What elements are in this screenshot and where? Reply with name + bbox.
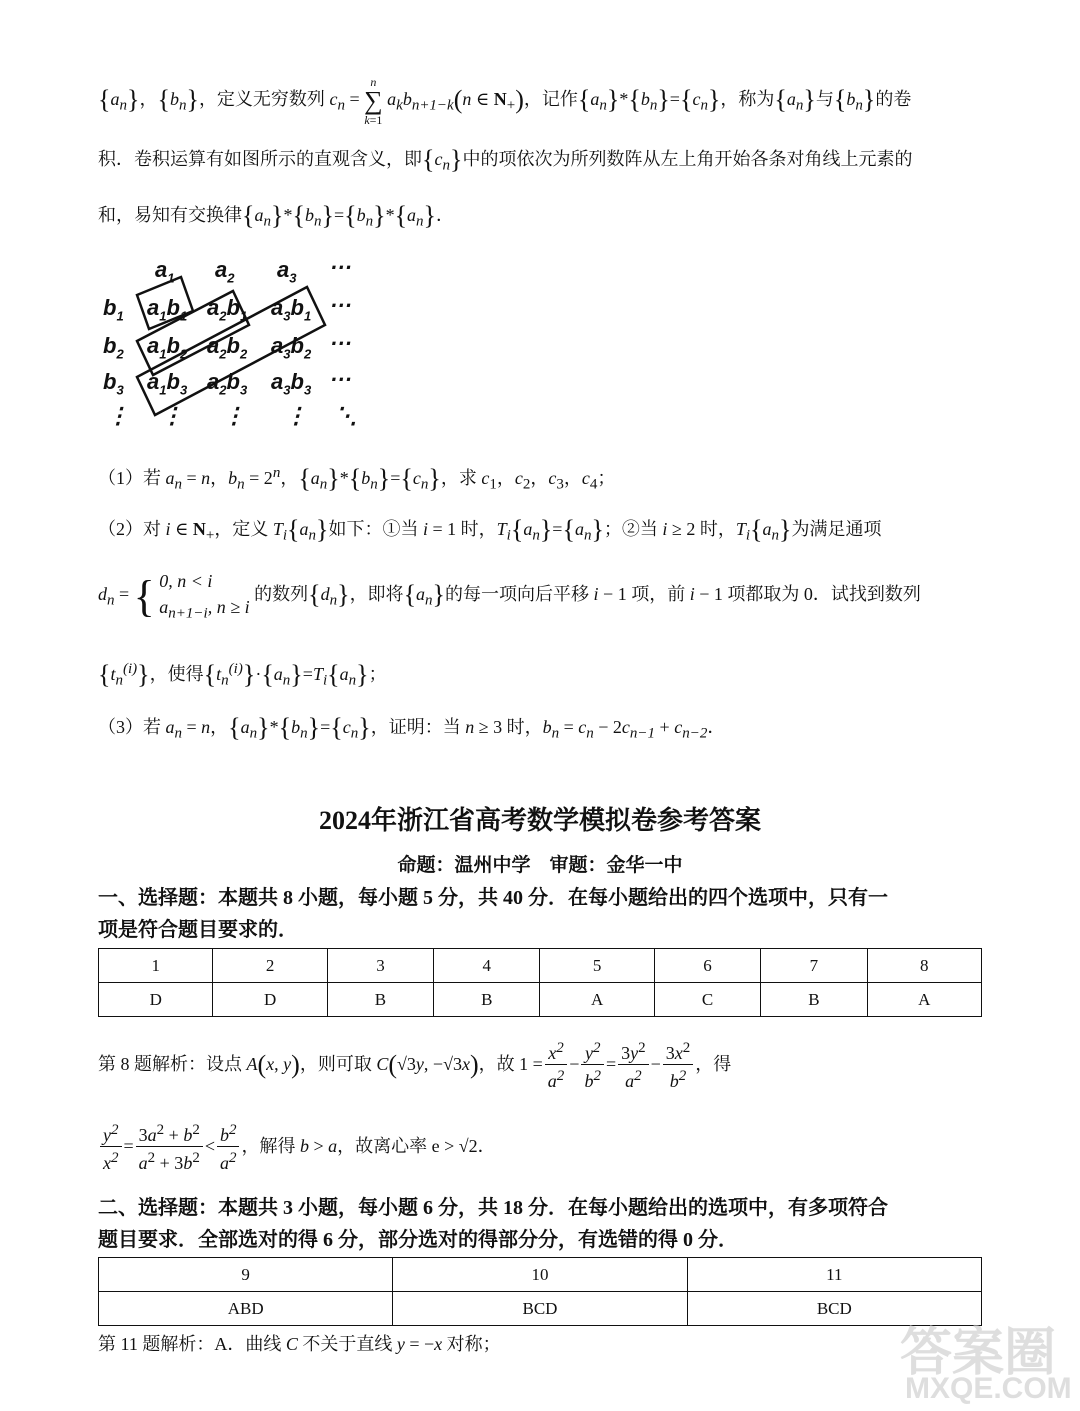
row-label-b2: $b_2$ <box>103 333 124 362</box>
section-2-line-2: 题目要求．全部选对的得 6 分，部分选对的得部分分，有选错的得 0 分． <box>98 1229 738 1251</box>
t1-h3: 3 <box>327 949 433 983</box>
question-2-line-3: $\{t_n^{(i)}\}$，使得$\{t_n^{(i)}\}\cdot\{a_n\}=T_i\{a_n\}$； <box>98 660 387 689</box>
t2-h2: 10 <box>393 1258 687 1292</box>
answer-table-1-header-row <box>99 949 982 983</box>
t1-h5: 5 <box>540 949 654 983</box>
q11-analysis: 第 11 题解析：A．曲线 C 不关于直线 y = −x 对称； <box>98 1334 501 1354</box>
t2-h1: 9 <box>99 1258 393 1292</box>
cell-a1b2: $a_1b_2$ <box>147 333 188 362</box>
cell-a3b1: $a_3b_1$ <box>271 295 312 324</box>
answer-table-1 <box>98 948 982 1017</box>
vdots-col3: ⋮ <box>285 403 307 428</box>
intro-line-1: $\{a_n\}$，$\{b_n\}$，定义无穷数列 $c_n = n$ ∑ k=1 $a_kb_{n+1-k}(n$ ∈ $N_+$)，记作$\{a_n\}*\{b_n\}=\{c_n\}$，称为$\{a_n\}$与$\{b_n\}$的卷 <box>98 75 912 127</box>
answer-title: 2024年浙江省高考数学模拟卷参考答案 <box>318 806 761 835</box>
t1-h6: 6 <box>654 949 760 983</box>
answer-table-2 <box>98 1257 982 1326</box>
answer-table-1-value-row <box>99 983 982 1017</box>
t2-v2: BCD <box>393 1292 687 1326</box>
t2-v3: BCD <box>687 1292 981 1326</box>
ddots: ⋱ <box>335 403 357 428</box>
vdots-col2: ⋮ <box>223 403 245 428</box>
cell-a3b2: $a_3b_2$ <box>271 333 312 362</box>
cell-a2b1: $a_2b_1$ <box>207 295 248 324</box>
t1-v2: D <box>213 983 327 1017</box>
cell-a2b2: $a_2b_2$ <box>207 333 248 362</box>
convolution-grid-figure <box>95 255 375 440</box>
t1-v1: D <box>99 983 213 1017</box>
row-label-b1: $b_1$ <box>103 295 124 324</box>
col-header-dots: ··· <box>330 255 352 280</box>
cell-a1b1: $a_1b_1$ <box>147 295 188 324</box>
question-2-line-1: （2）对 i ∈ $N_+$，定义 $T_i\{a_n\}$如下：①当 i = 1 时，$T_i\{a_n\}=\{a_n\}$；②当 i ≥ 2 时，$T_i\{a_n\}$为满足通项 <box>98 515 882 544</box>
case-1: 0, n < i <box>159 571 213 591</box>
watermark-url: MXQE.COM <box>905 1372 1072 1405</box>
watermark-logo: 答案圈 <box>900 1324 1057 1382</box>
intro-line-2: 积．卷积运算有如图所示的直观含义，即$\{c_n\}$中的项依次为所列数阵从左上角开始各条对角线上元素的 <box>98 145 913 174</box>
t1-h1: 1 <box>99 949 213 983</box>
answer-table-2-value-row <box>99 1292 982 1326</box>
t1-v8: A <box>867 983 981 1017</box>
section-1-line-2: 项是符合题目要求的． <box>98 919 298 941</box>
intro-line-3: 和，易知有交换律$\{a_n\}*\{b_n\}=\{b_n\}*\{a_n\}$． <box>98 201 455 230</box>
col-header-a3: $a_3$ <box>277 257 297 286</box>
question-2-line-2: $d_n$ = { 0, n < i $a_{n+1-i}$, n ≥ i 的数列$\{d_n\}$，即将$\{a_n\}$的每一项向后平移 i − 1 项，前 i − 1 项都取为 0．试找到数列 <box>98 571 921 622</box>
cell-a3b3: $a_3b_3$ <box>271 369 312 398</box>
col-header-a1: $a_1$ <box>155 257 175 286</box>
t1-h7: 7 <box>761 949 867 983</box>
t1-h2: 2 <box>213 949 327 983</box>
answer-table-2-header-row <box>99 1258 982 1292</box>
question-3: （3）若 $a_n = n$，$\{a_n\}*\{b_n\}=\{c_n\}$，证明：当 n ≥ 3 时，$b_n = c_n - 2c_{n-1} + c_{n-2}$． <box>98 713 726 742</box>
t1-v6: C <box>654 983 760 1017</box>
answer-subtitle: 命题：温州中学 审题：金华一中 <box>397 855 683 876</box>
t1-v5: A <box>540 983 654 1017</box>
q8-analysis-line-1: 第 8 题解析：设点 A(x, y)，则可取 C(√3y, −√3x)，故 1 = $\frac{x^2}{a^2}$ − $\frac{y^2}{b^2}$ = $\frac{3y^2}{a^2}$ − $\frac{3x^2}{b^2}$ ，得 <box>98 1036 731 1092</box>
t1-h4: 4 <box>434 949 540 983</box>
question-1: （1）若 $a_n = n$，$b_n = 2^n$，$\{a_n\}*\{b_n\}=\{c_n\}$，求 $c_1$，$c_2$，$c_3$，$c_4$； <box>98 464 616 493</box>
cell-a1b3: $a_1b_3$ <box>147 369 188 398</box>
q8-analysis-line-2: $\frac{y^2}{x^2}$ = $\frac{3a^2 + b^2}{a^2 + 3b^2}$ < $\frac{b^2}{a^2}$ ，解得 b > a，故离心率 e > √2． <box>98 1118 496 1174</box>
vdots-col0: ⋮ <box>107 403 129 428</box>
row-label-b3: $b_3$ <box>103 369 124 398</box>
section-1-line-1: 一、选择题：本题共 8 小题，每小题 5 分，共 40 分．在每小题给出的四个选项中，只有一 <box>98 887 888 909</box>
t1-v7: B <box>761 983 867 1017</box>
t1-v3: B <box>327 983 433 1017</box>
vdots-col1: ⋮ <box>161 403 183 428</box>
t1-v4: B <box>434 983 540 1017</box>
row3-dots: ··· <box>330 367 352 392</box>
row2-dots: ··· <box>330 331 352 356</box>
t2-v1: ABD <box>99 1292 393 1326</box>
cell-a2b3: $a_2b_3$ <box>207 369 248 398</box>
section-2-line-1: 二、选择题：本题共 3 小题，每小题 6 分，共 18 分．在每小题给出的选项中，有多项符合 <box>98 1197 888 1219</box>
col-header-a2: $a_2$ <box>215 257 235 286</box>
row1-dots: ··· <box>330 293 352 318</box>
t2-h3: 11 <box>687 1258 981 1292</box>
t1-h8: 8 <box>867 949 981 983</box>
case-2: $a_{n+1-i}$, n ≥ i <box>159 597 250 622</box>
